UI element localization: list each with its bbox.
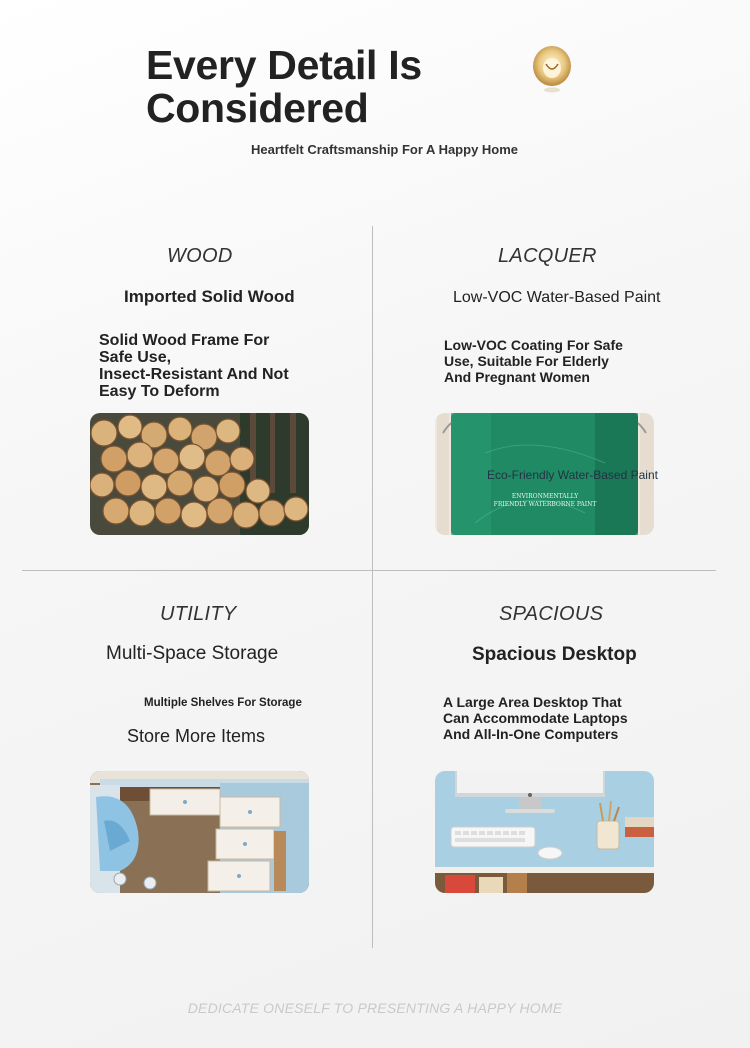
footer-tagline: DEDICATE ONESELF TO PRESENTING A HAPPY HOME bbox=[187, 1000, 563, 1016]
can-label-line-2: FRIENDLY WATERBORNE PAINT bbox=[493, 501, 597, 508]
desktop-computer-image bbox=[435, 771, 654, 893]
utility-heading: Multi-Space Storage bbox=[106, 643, 279, 664]
can-label-line-1: ENVIRONMENTALLY bbox=[511, 493, 579, 500]
spacious-desc-line: A Large Area Desktop That bbox=[443, 694, 622, 710]
spacious-description bbox=[443, 694, 628, 742]
wood-desc-line: Insect-Resistant And Not bbox=[99, 366, 289, 383]
spacious-desc-line: And All-In-One Computers bbox=[443, 726, 619, 742]
utility-subheading: Store More Items bbox=[127, 726, 266, 746]
wood-desc-line: Easy To Deform bbox=[99, 383, 220, 400]
wood-heading: Imported Solid Wood bbox=[124, 287, 295, 306]
spacious-category-label: SPACIOUS bbox=[499, 603, 604, 625]
page-title bbox=[146, 44, 422, 130]
title-line-1: Every Detail Is bbox=[146, 42, 422, 88]
wood-desc-line: Safe Use, bbox=[99, 349, 172, 366]
lacquer-desc-line: Low-VOC Coating For Safe bbox=[444, 337, 623, 353]
page-subtitle: Heartfelt Craftsmanship For A Happy Home bbox=[251, 142, 519, 157]
lacquer-desc-line: Use, Suitable For Elderly bbox=[444, 353, 609, 369]
spacious-heading: Spacious Desktop bbox=[472, 644, 637, 665]
storage-desk-image bbox=[90, 771, 309, 893]
wood-category-label: WOOD bbox=[167, 245, 233, 267]
decorative-ornament-image bbox=[530, 44, 574, 94]
utility-category-label: UTILITY bbox=[160, 603, 237, 625]
wood-desc-line: Solid Wood Frame For bbox=[99, 332, 270, 349]
grid-horizontal-divider bbox=[22, 570, 716, 571]
wood-description bbox=[99, 332, 289, 400]
spacious-desc-line: Can Accommodate Laptops bbox=[443, 710, 628, 726]
lacquer-desc-line: And Pregnant Women bbox=[444, 369, 590, 385]
lacquer-description bbox=[444, 337, 623, 385]
grid-vertical-divider bbox=[372, 226, 373, 948]
log-pile-image bbox=[90, 413, 309, 535]
utility-small-text: Multiple Shelves For Storage bbox=[144, 697, 302, 709]
lacquer-category-label: LACQUER bbox=[498, 245, 597, 267]
title-line-2: Considered bbox=[146, 85, 369, 131]
lacquer-heading: Low-VOC Water-Based Paint bbox=[453, 289, 661, 306]
paint-image-caption: Eco-Friendly Water-Based Paint bbox=[487, 468, 658, 482]
